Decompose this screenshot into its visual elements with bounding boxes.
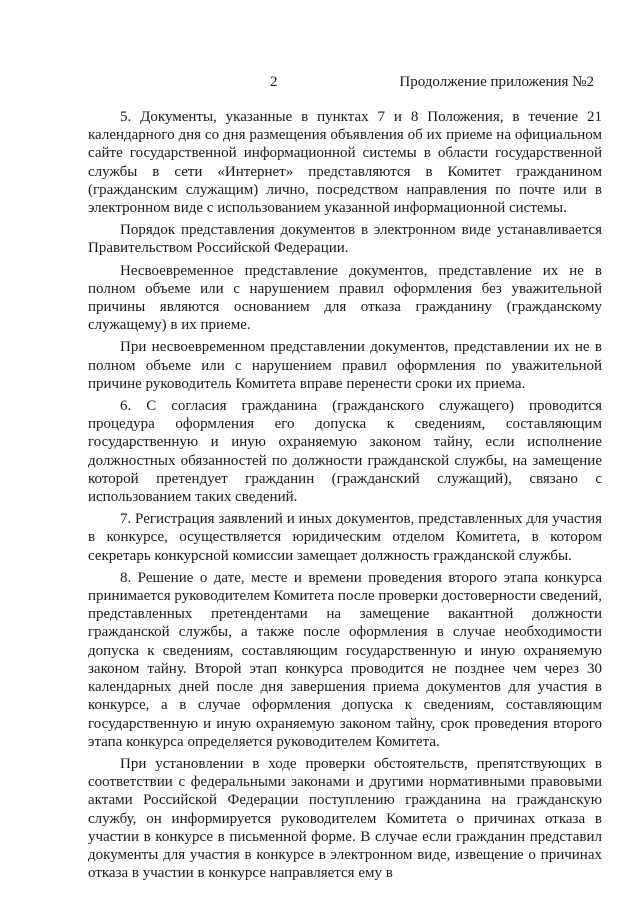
paragraph-item-6: 6. С согласия гражданина (гражданского служащего) проводится процедура оформления его допуска к сведениям, составляющим государственную и иную охраняемую законом тайну, если исполнение должностных обязанностей по должности гражданской службы, на замещение которой претендует гражданин (гражданский служащий), связано с использованием таких сведений. [88,398,602,506]
appendix-continuation-label: Продолжение приложения №2 [399,74,594,90]
paragraph-item-8: 8. Решение о дате, месте и времени проведения второго этапа конкурса принимается руководителем Комитета после проверки достоверности сведений, представленных претендентами на замещение вакантной должности гражданской службы, а также после оформления в случае необходимости допуска к сведениям, составляющим государственную и иную охраняемую законом тайну. Второй этап конкурса проводится не позднее чем через 30 календарных дней после дня завершения приема документов для участия в конкурсе, а в случае оформления допуска к сведениям, составляющим государственную и иную охраняемую законом тайну, срок проведения второго этапа конкурса определяется руководителем Комитета. [88,569,602,750]
document-body [88,108,602,882]
paragraph-item-7: 7. Регистрация заявлений и иных документов, представленных для участия в конкурсе, осуществляется юридическим отделом Комитета, в котором секретарь конкурсной комиссии замещает должность гражданской службы. [88,511,602,564]
page-header [88,72,602,92]
paragraph-submission-procedure: Порядок представления документов в электронном виде устанавливается Правительством Российской Федерации. [88,222,602,257]
paragraph-late-submission-refusal: Несвоевременное представление документов, представление их не в полном объеме или с нарушением правил оформления без уважительной причины являются основанием для отказа гражданину (гражданскому служащему) в их приеме. [88,262,602,334]
page-number: 2 [270,74,278,90]
paragraph-deadline-extension: При несвоевременном представлении документов, представлении их не в полном объеме или с нарушением правил оформления по уважительной причине руководитель Комитета вправе перенести сроки их приема. [88,339,602,392]
paragraph-item-5: 5. Документы, указанные в пунктах 7 и 8 Положения, в течение 21 календарного дня со дня размещения объявления об их приеме на официальном сайте государственной информационной системы в области государственной службы в сети «Интернет» представляются в Комитет гражданином (гражданским служащим) лично, посредством направления по почте или в электронном виде с использованием указанной информационной системы. [88,109,602,217]
paragraph-refusal-notification: При установлении в ходе проверки обстоятельств, препятствующих в соответствии с федеральными законами и другими нормативными правовыми актами Российской Федерации поступлению гражданина на гражданскую службу, он информируется руководителем Комитета о причинах отказа в участии в конкурсе в письменной форме. В случае если гражданин представил документы для участия в конкурсе в электронном виде, извещение о причинах отказа в участии в конкурсе направляется ему в [88,755,602,882]
